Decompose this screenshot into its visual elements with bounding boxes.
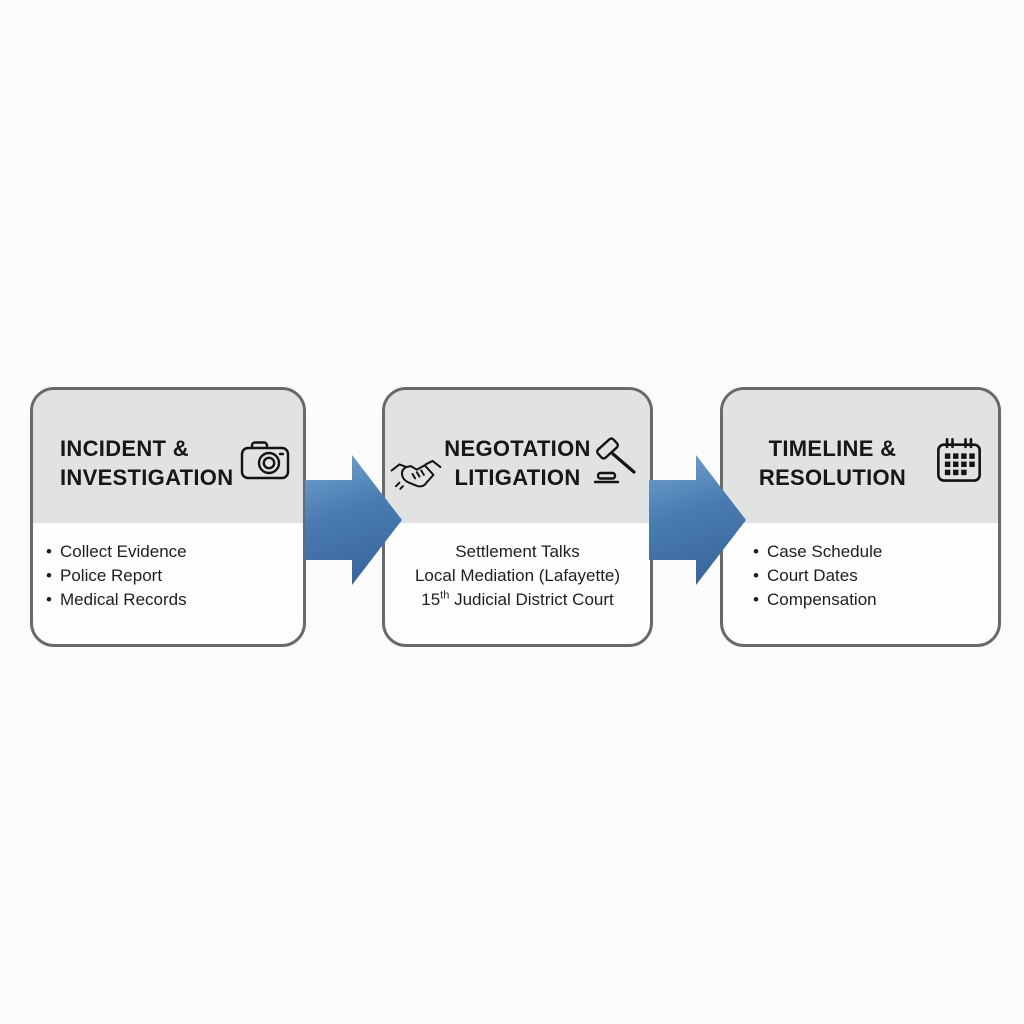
bullet-marker: • [46, 542, 52, 561]
stage-3-title [731, 434, 934, 492]
list-item-text: Police Report [60, 566, 163, 585]
bullet-marker: • [46, 566, 52, 585]
stage-2-title [443, 434, 592, 492]
list-item-text: Medical Records [60, 590, 187, 609]
list-item [46, 588, 303, 612]
list-item-text: Collect Evidence [60, 542, 187, 561]
flow-arrow-right-icon [305, 455, 403, 585]
stage-3-title-line2: RESOLUTION [758, 464, 907, 490]
list-item [46, 540, 303, 564]
list-item [753, 540, 998, 564]
stage-card-negotiation-litigation [382, 387, 653, 647]
list-item-text: Compensation [767, 590, 877, 609]
stage-1-title-line1: INCIDENT & [60, 435, 189, 461]
bullet-marker: • [46, 590, 52, 609]
stage-2-title-line1: NEGOTATION [444, 435, 591, 461]
flow-arrow-right-icon [649, 455, 747, 585]
gavel-icon [592, 437, 642, 485]
stage-3-header [723, 390, 998, 523]
bullet-marker: • [753, 566, 759, 585]
stage-2-lines [385, 540, 650, 612]
stage-1-body [33, 523, 303, 612]
stage-2-title-line2: LITIGATION [454, 464, 581, 490]
list-item-text: Case Schedule [767, 542, 883, 561]
stage-1-title-line2: INVESTIGATION [60, 464, 234, 490]
stage-3-title-line1: TIMELINE & [768, 435, 897, 461]
bullet-marker: • [753, 542, 759, 561]
stage-3-list [723, 540, 998, 612]
body-line: 15th Judicial District Court [421, 589, 614, 609]
calendar-icon [934, 436, 984, 486]
stage-3-body [723, 523, 998, 612]
body-line: Local Mediation (Lafayette) [414, 566, 621, 585]
stage-1-header [33, 390, 303, 523]
stage-1-title [60, 434, 239, 492]
stage-1-list [33, 540, 303, 612]
ordinal-suffix: th [440, 589, 450, 602]
camera-icon [239, 439, 291, 481]
body-line: Settlement Talks [455, 542, 580, 561]
stage-card-timeline-resolution [720, 387, 1001, 647]
list-item [753, 564, 998, 588]
list-item [46, 564, 303, 588]
stage-card-incident-investigation [30, 387, 306, 647]
bullet-marker: • [753, 590, 759, 609]
stage-2-header [385, 390, 650, 523]
list-item [753, 588, 998, 612]
stage-2-body [385, 523, 650, 612]
list-item-text: Court Dates [767, 566, 858, 585]
